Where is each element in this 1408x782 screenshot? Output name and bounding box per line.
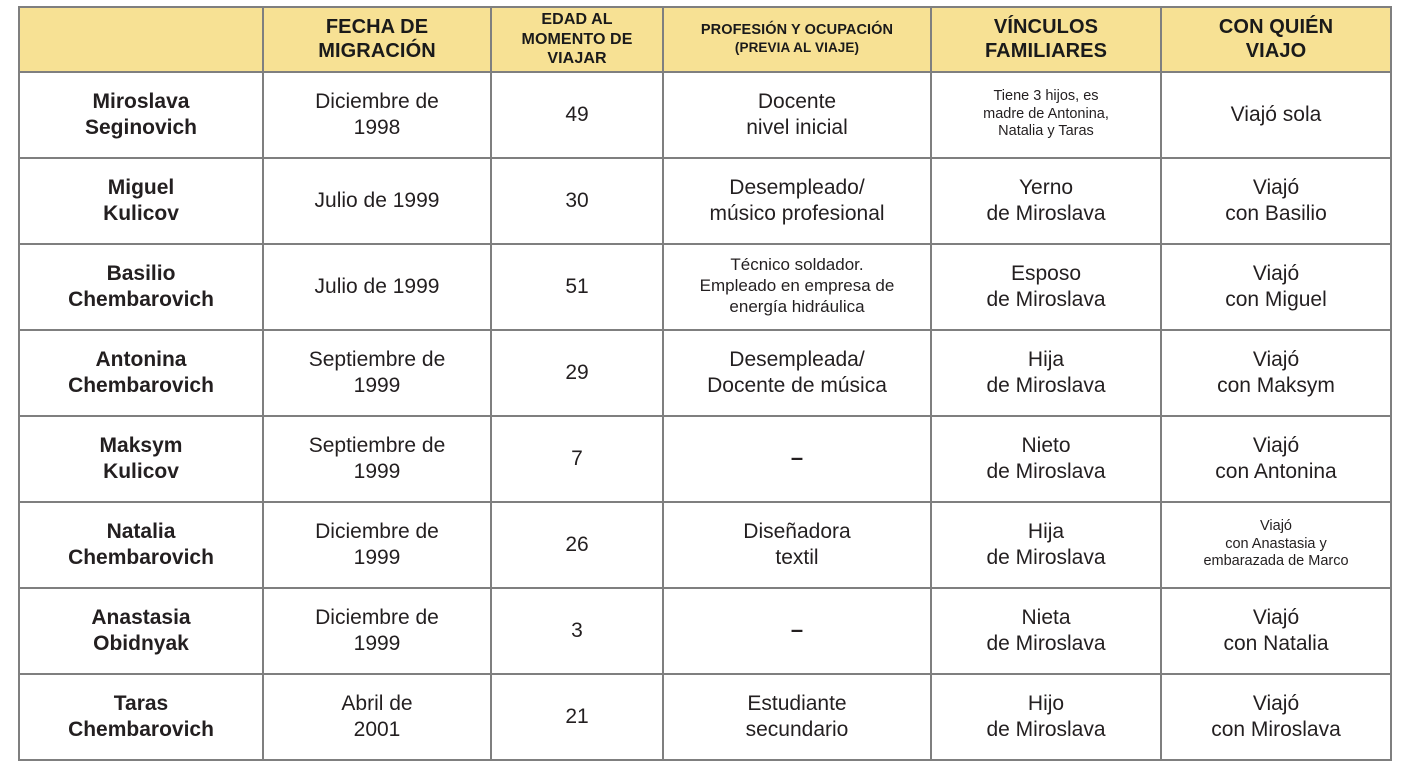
person-name-cell[interactable] (19, 674, 263, 760)
person-name-line: Seginovich (84, 115, 198, 139)
migration-date-line: 2001 (353, 717, 401, 741)
table-row (19, 416, 1391, 502)
migration-date-cell[interactable] (263, 72, 491, 158)
travel-companion-line: con Antonina (1215, 459, 1337, 483)
person-name-cell[interactable] (19, 416, 263, 502)
profession-line: Técnico soldador. (730, 255, 864, 275)
family-link-cell[interactable] (931, 416, 1161, 502)
person-name-line: Maksym (99, 433, 183, 457)
age-at-travel-value: 49 (565, 102, 589, 126)
age-at-travel-value: 3 (571, 618, 583, 642)
profession-cell[interactable] (663, 674, 931, 760)
column-header-line: VÍNCULOS (993, 15, 1099, 38)
table-row (19, 588, 1391, 674)
travel-companion-line: con Natalia (1223, 631, 1329, 655)
profession-line: energía hidráulica (729, 296, 865, 316)
column-header-line: MIGRACIÓN (318, 40, 436, 63)
migration-date-line: Diciembre de (315, 519, 439, 543)
family-link-cell[interactable] (931, 244, 1161, 330)
family-link-line: de Miroslava (986, 201, 1106, 225)
travel-companion-line: Viajó (1252, 605, 1300, 629)
profession-line: Diseñadora (743, 519, 851, 543)
person-name-cell[interactable] (19, 588, 263, 674)
person-name-cell[interactable] (19, 502, 263, 588)
age-at-travel-cell[interactable] (491, 158, 663, 244)
person-name-line: Basilio (106, 261, 176, 285)
migration-date-line: 1999 (353, 459, 401, 483)
profession-cell[interactable] (663, 588, 931, 674)
column-header-line: VIAJAR (547, 50, 607, 68)
family-link-cell[interactable] (931, 588, 1161, 674)
header-row (19, 7, 1391, 72)
migration-date-line: Julio de 1999 (314, 274, 440, 298)
family-link-line: Esposo (1010, 261, 1082, 285)
person-name-line: Natalia (106, 519, 176, 543)
migration-date-cell[interactable] (263, 502, 491, 588)
travel-companion-line: con Maksym (1217, 373, 1335, 397)
table-row (19, 674, 1391, 760)
profession-line: Desempleado/ (729, 175, 865, 199)
travel-companion-line: con Anastasia y (1225, 535, 1327, 552)
family-link-line: de Miroslava (986, 631, 1106, 655)
person-name-line: Chembarovich (68, 287, 214, 311)
travel-companion-line: Viajó (1252, 433, 1300, 457)
person-name-cell[interactable] (19, 330, 263, 416)
profession-line: – (790, 445, 804, 471)
migration-date-cell[interactable] (263, 674, 491, 760)
person-name-line: Kulicov (103, 459, 179, 483)
migration-date-line: Septiembre de (308, 433, 446, 457)
table-row (19, 72, 1391, 158)
family-link-line: de Miroslava (986, 717, 1106, 741)
family-link-line: de Miroslava (986, 459, 1106, 483)
profession-line: secundario (745, 717, 849, 741)
travel-companion-line: con Basilio (1225, 201, 1327, 225)
family-link-cell[interactable] (931, 72, 1161, 158)
travel-companion-cell[interactable] (1161, 158, 1391, 244)
profession-line: Empleado en empresa de (699, 276, 895, 296)
age-at-travel-cell[interactable] (491, 72, 663, 158)
migration-date-cell[interactable] (263, 158, 491, 244)
travel-companion-cell[interactable] (1161, 588, 1391, 674)
person-name-line: Kulicov (103, 201, 179, 225)
column-header-line: PROFESIÓN Y OCUPACIÓN (700, 22, 894, 39)
travel-companion-line: Viajó (1252, 261, 1300, 285)
column-header-date[interactable] (263, 7, 491, 72)
age-at-travel-cell[interactable] (491, 330, 663, 416)
travel-companion-line: Viajó (1252, 691, 1300, 715)
age-at-travel-value: 30 (565, 188, 589, 212)
family-link-cell[interactable] (931, 502, 1161, 588)
age-at-travel-cell[interactable] (491, 674, 663, 760)
profession-line: músico profesional (709, 201, 885, 225)
migration-date-cell[interactable] (263, 244, 491, 330)
travel-companion-cell[interactable] (1161, 72, 1391, 158)
profession-line: Docente de música (707, 373, 887, 397)
table-row (19, 158, 1391, 244)
family-link-line: Natalia y Taras (998, 123, 1094, 140)
age-at-travel-value: 51 (565, 274, 589, 298)
column-header-age[interactable] (491, 7, 663, 72)
family-link-line: de Miroslava (986, 545, 1106, 569)
table-header (19, 7, 1391, 72)
migration-date-line: Julio de 1999 (314, 188, 440, 212)
travel-companion-line: Viajó (1252, 175, 1300, 199)
family-link-line: Yerno (1018, 175, 1074, 199)
migration-date-line: 1999 (353, 373, 401, 397)
migration-date-line: Diciembre de (315, 89, 439, 113)
family-link-cell[interactable] (931, 330, 1161, 416)
column-header-line: FECHA DE (325, 15, 429, 38)
profession-cell[interactable] (663, 158, 931, 244)
profession-cell[interactable] (663, 244, 931, 330)
profession-cell[interactable] (663, 502, 931, 588)
family-link-line: Hija (1027, 519, 1065, 543)
age-at-travel-value: 7 (571, 446, 583, 470)
family-link-line: de Miroslava (986, 373, 1106, 397)
person-name-line: Miguel (107, 175, 175, 199)
family-link-cell[interactable] (931, 158, 1161, 244)
table-row (19, 502, 1391, 588)
age-at-travel-cell[interactable] (491, 244, 663, 330)
column-header-job[interactable] (663, 7, 931, 72)
profession-line: Docente (757, 89, 837, 113)
age-at-travel-cell[interactable] (491, 588, 663, 674)
family-link-line: Nieto (1021, 433, 1071, 457)
travel-companion-line: embarazada de Marco (1203, 553, 1349, 570)
person-name-cell[interactable] (19, 158, 263, 244)
family-link-line: madre de Antonina, (983, 105, 1109, 122)
person-name-cell[interactable] (19, 72, 263, 158)
table-body (19, 72, 1391, 760)
table-row (19, 330, 1391, 416)
column-header-fam[interactable] (931, 7, 1161, 72)
travel-companion-cell[interactable] (1161, 674, 1391, 760)
person-name-line: Chembarovich (68, 373, 214, 397)
travel-companion-cell[interactable] (1161, 330, 1391, 416)
travel-companion-cell[interactable] (1161, 502, 1391, 588)
age-at-travel-value: 26 (565, 532, 589, 556)
column-header-line: FAMILIARES (984, 40, 1108, 63)
age-at-travel-cell[interactable] (491, 502, 663, 588)
migration-date-line: Septiembre de (308, 347, 446, 371)
column-header-line: EDAD AL (541, 11, 613, 28)
profession-cell[interactable] (663, 72, 931, 158)
column-header-line: CON QUIÉN (1218, 15, 1334, 38)
profession-cell[interactable] (663, 330, 931, 416)
migration-table (18, 6, 1392, 761)
age-at-travel-value: 29 (565, 360, 589, 384)
family-link-line: Hija (1027, 347, 1065, 371)
column-header-line: (PREVIA AL VIAJE) (734, 39, 860, 55)
travel-companion-line: con Miguel (1225, 287, 1327, 311)
migration-date-line: 1999 (353, 631, 401, 655)
person-name-line: Anastasia (91, 605, 191, 629)
person-name-cell[interactable] (19, 244, 263, 330)
migration-date-line: 1998 (353, 115, 401, 139)
migration-date-cell[interactable] (263, 588, 491, 674)
travel-companion-line: Viajó (1252, 347, 1300, 371)
family-link-line: Hijo (1027, 691, 1065, 715)
family-link-line: de Miroslava (986, 287, 1106, 311)
profession-line: – (790, 617, 804, 643)
person-name-line: Chembarovich (68, 545, 214, 569)
column-header-line: VIAJO (1245, 40, 1307, 63)
column-header-line: MOMENTO DE (521, 30, 633, 48)
person-name-line: Taras (113, 691, 169, 715)
migration-date-cell[interactable] (263, 330, 491, 416)
person-name-line: Chembarovich (68, 717, 214, 741)
table-row (19, 244, 1391, 330)
travel-companion-line: Viajó (1260, 518, 1292, 535)
migration-date-line: Abril de (341, 691, 413, 715)
column-header-name[interactable] (19, 7, 263, 72)
age-at-travel-cell[interactable] (491, 416, 663, 502)
profession-line: textil (775, 545, 819, 569)
family-link-cell[interactable] (931, 674, 1161, 760)
travel-companion-cell[interactable] (1161, 416, 1391, 502)
migration-date-line: 1999 (353, 545, 401, 569)
column-header-with[interactable] (1161, 7, 1391, 72)
migration-date-line: Diciembre de (315, 605, 439, 629)
person-name-line: Antonina (95, 347, 187, 371)
profession-line: Desempleada/ (729, 347, 865, 371)
family-link-line: Tiene 3 hijos, es (993, 88, 1099, 105)
profession-line: Estudiante (747, 691, 847, 715)
travel-companion-line: Viajó sola (1230, 102, 1322, 126)
travel-companion-line: con Miroslava (1211, 717, 1341, 741)
family-link-line: Nieta (1021, 605, 1071, 629)
travel-companion-cell[interactable] (1161, 244, 1391, 330)
profession-cell[interactable] (663, 416, 931, 502)
migration-date-cell[interactable] (263, 416, 491, 502)
age-at-travel-value: 21 (565, 704, 589, 728)
profession-line: nivel inicial (746, 115, 848, 139)
person-name-line: Obidnyak (93, 631, 189, 655)
person-name-line: Miroslava (92, 89, 190, 113)
